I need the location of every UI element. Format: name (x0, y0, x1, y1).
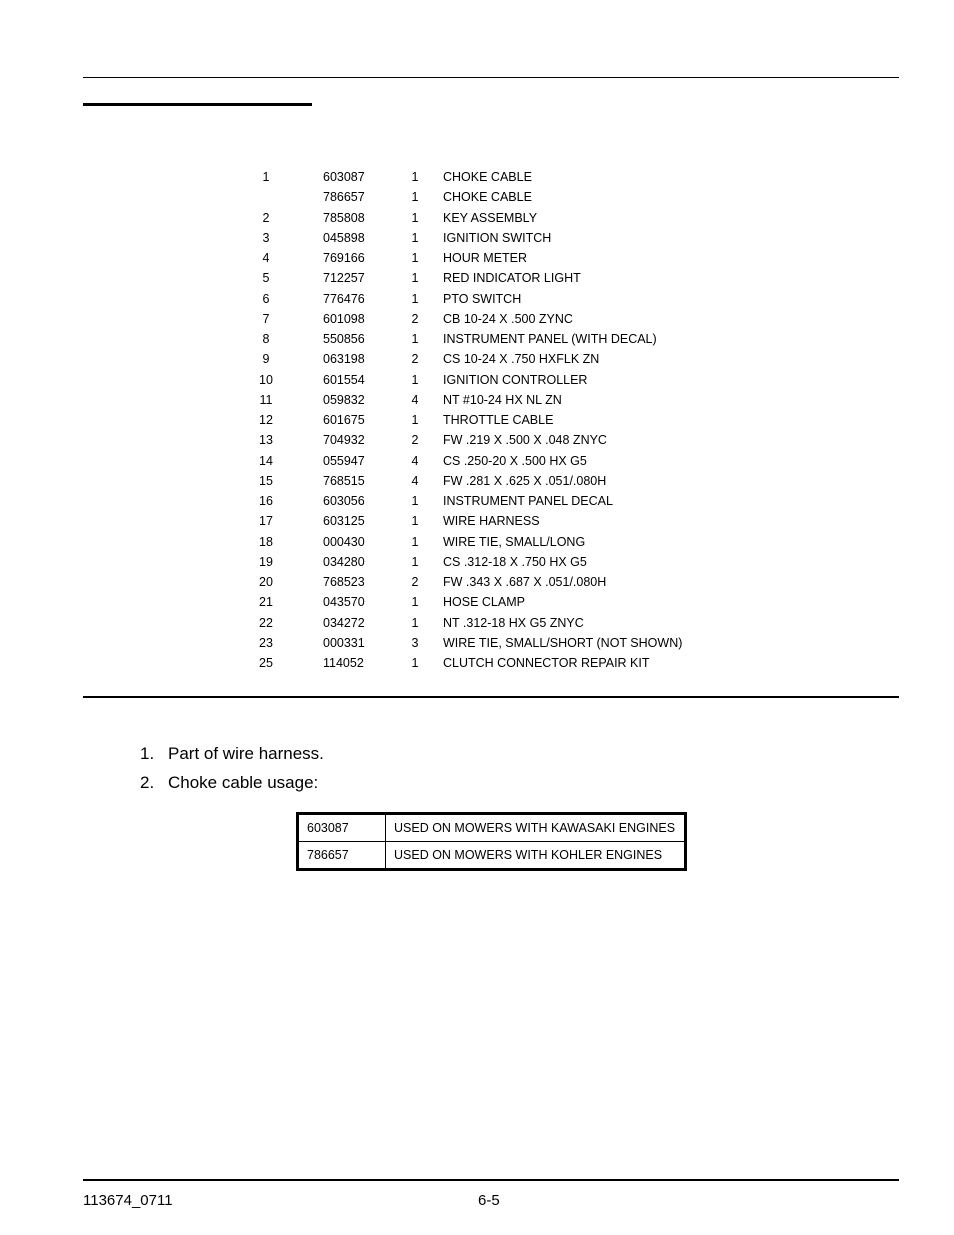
part-number: 786657 (323, 190, 365, 205)
part-description: CS 10-24 X .750 HXFLK ZN (443, 352, 600, 367)
part-ref-number: 15 (259, 473, 273, 488)
choke-usage-description: USED ON MOWERS WITH KAWASAKI ENGINES (386, 814, 686, 842)
part-ref-number: 11 (259, 392, 273, 407)
title-underline (83, 103, 312, 106)
parts-list-table (244, 167, 682, 673)
parts-list-body (244, 167, 682, 673)
parts-row (244, 289, 682, 309)
parts-row (244, 451, 682, 471)
part-description: FW .343 X .687 X .051/.080H (443, 575, 607, 590)
part-ref-number: 12 (259, 413, 273, 428)
note-number: 1. (140, 744, 155, 763)
part-ref-number: 14 (259, 453, 273, 468)
part-number: 601675 (323, 413, 365, 428)
part-number: 776476 (323, 291, 365, 306)
parts-row (244, 309, 682, 329)
part-ref-number: 10 (259, 372, 273, 387)
parts-row (244, 613, 682, 633)
part-description: NT #10-24 HX NL ZN (443, 392, 562, 407)
part-description: CHOKE CABLE (443, 190, 532, 205)
part-number: 769166 (323, 251, 365, 266)
part-number: 055947 (323, 453, 365, 468)
part-quantity: 4 (411, 453, 419, 468)
part-number: 601098 (323, 311, 365, 326)
part-quantity: 1 (411, 595, 419, 610)
part-description: INSTRUMENT PANEL (WITH DECAL) (443, 332, 657, 347)
part-number: 768523 (323, 575, 365, 590)
parts-row (244, 532, 682, 552)
parts-row (244, 552, 682, 572)
note-text: Choke cable usage: (168, 773, 319, 792)
part-ref-number: 1 (262, 170, 270, 185)
part-description: HOSE CLAMP (443, 595, 525, 610)
part-quantity: 1 (411, 251, 419, 266)
part-description: KEY ASSEMBLY (443, 210, 538, 225)
part-quantity: 2 (411, 433, 419, 448)
part-number: 603087 (323, 170, 365, 185)
part-ref-number: 13 (259, 433, 273, 448)
parts-row (244, 228, 682, 248)
part-quantity: 1 (411, 615, 419, 630)
part-number: 000331 (323, 635, 365, 650)
part-description: CS .250-20 X .500 HX G5 (443, 453, 587, 468)
part-description: WIRE TIE, SMALL/LONG (443, 534, 586, 549)
part-ref-number: 21 (259, 595, 273, 610)
choke-usage-description: USED ON MOWERS WITH KOHLER ENGINES (386, 842, 686, 870)
notes-divider (83, 696, 899, 698)
part-quantity: 1 (411, 554, 419, 569)
part-quantity: 1 (411, 332, 419, 347)
choke-part-number: 603087 (298, 814, 386, 842)
parts-row (244, 511, 682, 531)
parts-row (244, 471, 682, 491)
parts-row (244, 653, 682, 673)
part-quantity: 4 (411, 392, 419, 407)
part-quantity: 1 (411, 534, 419, 549)
part-number: 601554 (323, 372, 365, 387)
parts-row (244, 208, 682, 228)
part-quantity: 1 (411, 656, 419, 671)
parts-row (244, 491, 682, 511)
parts-row (244, 268, 682, 288)
part-description: WIRE HARNESS (443, 514, 540, 529)
part-quantity: 3 (411, 635, 419, 650)
part-ref-number: 7 (262, 311, 270, 326)
part-number: 785808 (323, 210, 365, 225)
part-quantity: 1 (411, 291, 419, 306)
choke-usage-row (298, 814, 686, 842)
part-number: 034280 (323, 554, 365, 569)
part-description: CS .312-18 X .750 HX G5 (443, 554, 587, 569)
note-item (140, 768, 324, 797)
footer-page-number: 6-5 (478, 1192, 500, 1209)
part-number: 034272 (323, 615, 365, 630)
parts-row (244, 592, 682, 612)
parts-row (244, 329, 682, 349)
part-quantity: 1 (411, 372, 419, 387)
note-text: Part of wire harness. (168, 744, 324, 763)
part-quantity: 2 (411, 311, 419, 326)
part-ref-number: 4 (262, 251, 270, 266)
choke-usage-table (296, 812, 687, 871)
part-quantity: 2 (411, 352, 419, 367)
part-quantity: 4 (411, 473, 419, 488)
part-number: 603125 (323, 514, 365, 529)
parts-row (244, 430, 682, 450)
part-quantity: 1 (411, 514, 419, 529)
part-ref-number: 2 (262, 210, 270, 225)
part-description: IGNITION CONTROLLER (443, 372, 588, 387)
part-number: 712257 (323, 271, 365, 286)
choke-part-number: 786657 (298, 842, 386, 870)
parts-row (244, 572, 682, 592)
parts-row (244, 390, 682, 410)
part-ref-number: 5 (262, 271, 270, 286)
header-rule (83, 77, 899, 78)
choke-usage-row (298, 842, 686, 870)
part-number: 768515 (323, 473, 365, 488)
parts-row (244, 349, 682, 369)
part-ref-number: 6 (262, 291, 270, 306)
part-ref-number: 20 (259, 575, 273, 590)
part-description: WIRE TIE, SMALL/SHORT (NOT SHOWN) (443, 635, 683, 650)
part-description: NT .312-18 HX G5 ZNYC (443, 615, 584, 630)
part-description: CB 10-24 X .500 ZYNC (443, 311, 573, 326)
parts-row (244, 410, 682, 430)
part-quantity: 1 (411, 494, 419, 509)
part-description: HOUR METER (443, 251, 528, 266)
part-number: 704932 (323, 433, 365, 448)
notes-list (140, 739, 324, 797)
part-description: CLUTCH CONNECTOR REPAIR KIT (443, 656, 650, 671)
part-description: FW .281 X .625 X .051/.080H (443, 473, 607, 488)
footer-doc-number: 113674_0711 (83, 1192, 173, 1209)
part-description: FW .219 X .500 X .048 ZNYC (443, 433, 607, 448)
part-ref-number: 25 (259, 656, 273, 671)
part-description: RED INDICATOR LIGHT (443, 271, 581, 286)
part-quantity: 1 (411, 190, 419, 205)
part-ref-number: 23 (259, 635, 273, 650)
part-number: 114052 (323, 656, 364, 671)
footer-rule (83, 1179, 899, 1181)
part-description: PTO SWITCH (443, 291, 522, 306)
part-number: 550856 (323, 332, 365, 347)
part-ref-number: 18 (259, 534, 273, 549)
parts-row (244, 248, 682, 268)
parts-row (244, 167, 682, 187)
part-description: INSTRUMENT PANEL DECAL (443, 494, 613, 509)
part-quantity: 1 (411, 230, 419, 245)
part-number: 043570 (323, 595, 365, 610)
part-number: 045898 (323, 230, 365, 245)
part-quantity: 2 (411, 575, 419, 590)
part-ref-number: 19 (259, 554, 273, 569)
part-ref-number: 9 (262, 352, 270, 367)
part-number: 603056 (323, 494, 365, 509)
choke-usage-body (298, 814, 686, 870)
parts-row (244, 187, 682, 207)
part-ref-number: 3 (262, 230, 270, 245)
part-quantity: 1 (411, 271, 419, 286)
note-number: 2. (140, 773, 155, 792)
part-description: CHOKE CABLE (443, 170, 532, 185)
part-ref-number (244, 187, 288, 207)
part-quantity: 1 (411, 413, 419, 428)
note-item (140, 739, 324, 768)
part-quantity: 1 (411, 210, 419, 225)
parts-row (244, 370, 682, 390)
parts-row (244, 633, 682, 653)
part-number: 000430 (323, 534, 365, 549)
part-ref-number: 17 (259, 514, 273, 529)
part-description: IGNITION SWITCH (443, 230, 552, 245)
part-ref-number: 16 (259, 494, 273, 509)
part-description: THROTTLE CABLE (443, 413, 554, 428)
part-ref-number: 22 (259, 615, 273, 630)
part-number: 063198 (323, 352, 365, 367)
part-quantity: 1 (411, 170, 419, 185)
part-ref-number: 8 (262, 332, 270, 347)
part-number: 059832 (323, 392, 365, 407)
